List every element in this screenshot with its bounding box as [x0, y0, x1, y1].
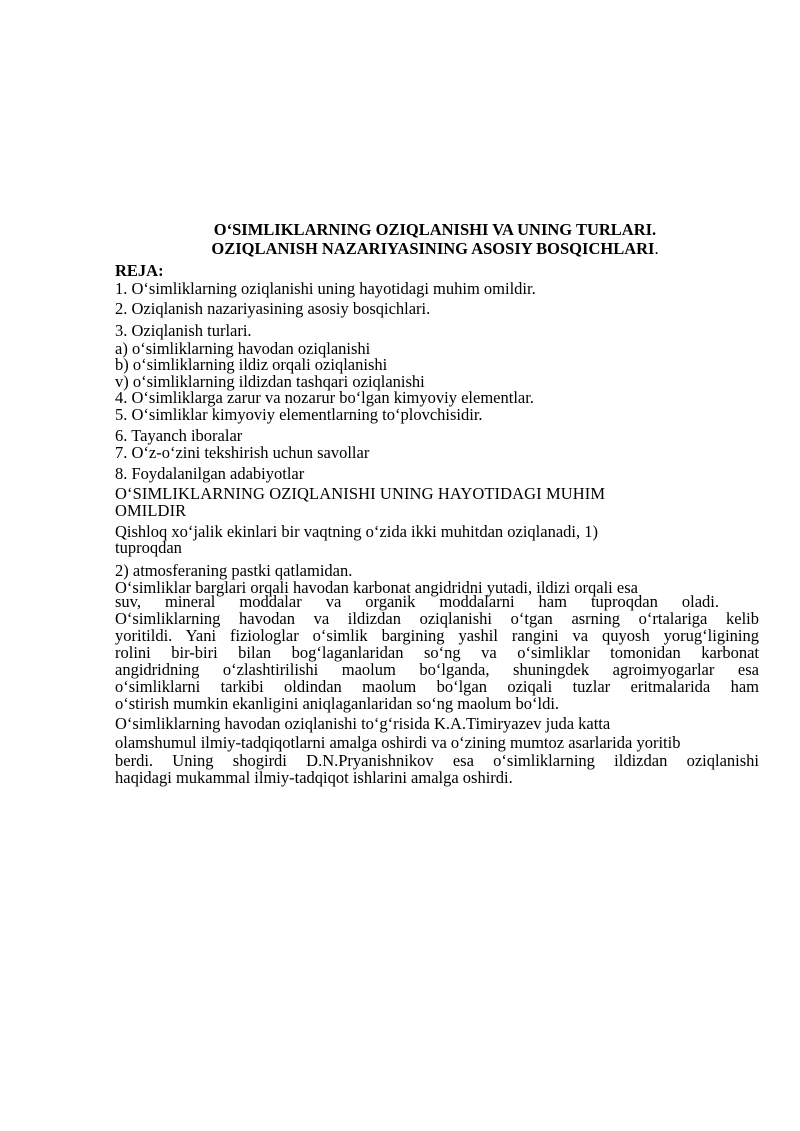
plan-subitem: b) o‘simliklarning ildiz orqali oziqlanishi [115, 355, 388, 374]
body-line: tuproqdan [115, 538, 182, 557]
body-line: rolini bir-biri bilan bog‘laganlaridan so‘ng va o‘simliklar tomonidan karbonat [115, 643, 759, 662]
plan-heading: REJA: [115, 261, 164, 280]
body-line: o‘stirish mumkin ekanligini aniqlaganlaridan so‘ng maolum bo‘ldi. [115, 694, 560, 713]
body-line: angidridning o‘zlashtirilishi maolum bo‘lganda, shuningdek agroimyogarlar esa [115, 660, 759, 679]
body-line: 2) atmosferaning pastki qatlamidan. [115, 561, 353, 580]
body-line: yoritildi. Yani fiziologlar o‘simlik bargining yashil rangini va quyosh yorug‘ligining [115, 626, 759, 645]
section-heading-line-1: O‘SIMLIKLARNING OZIQLANISHI UNING HAYOTIDAGI MUHIM [115, 484, 606, 503]
plan-subitem: a) o‘simliklarning havodan oziqlanishi [115, 339, 371, 358]
plan-item: 2. Oziqlanish nazariyasining asosiy bosqichlari. [115, 299, 431, 318]
plan-item: 8. Foydalanilgan adabiyotlar [115, 464, 305, 483]
section-heading-line-2: OMILDIR [115, 501, 187, 520]
plan-item: 1. O‘simliklarning oziqlanishi uning hayotidagi muhim omildir. [115, 279, 536, 298]
document-title-period: . [654, 239, 659, 258]
document-title-text: OZIQLANISH NAZARIYASINING ASOSIY BOSQICHLARI [211, 239, 655, 258]
plan-item: 7. O‘z-o‘zini tekshirish uchun savollar [115, 443, 370, 462]
plan-item: 5. O‘simliklar kimyoviy elementlarning to‘plovchisidir. [115, 405, 483, 424]
plan-subitem: v) o‘simliklarning ildizdan tashqari oziqlanishi [115, 372, 425, 391]
body-line: haqidagi mukammal ilmiy-tadqiqot ishlarini amalga oshirdi. [115, 768, 513, 787]
document-title-line-2 [115, 240, 755, 257]
body-line: suv, mineral moddalar va organik moddalarni ham tuproqdan oladi. [115, 592, 719, 611]
body-line: Qishloq xo‘jalik ekinlari bir vaqtning o‘zida ikki muhitdan oziqlanadi, 1) [115, 522, 598, 541]
body-line: o‘simliklarni tarkibi oldindan maolum bo‘lgan oziqali tuzlar eritmalarida ham [115, 677, 759, 696]
body-line: O‘simliklarning havodan va ildizdan oziqlanishi o‘tgan asrning o‘rtalariga kelib [115, 609, 759, 628]
body-line: O‘simliklar barglari orqali havodan karbonat angidridni yutadi, ildizi orqali esa [115, 578, 638, 597]
document-title-line-1: O‘SIMLIKLARNING OZIQLANISHI VA UNING TURLARI. [213, 220, 657, 239]
body-line: olamshumul ilmiy-tadqiqotlarni amalga oshirdi va o‘zining mumtoz asarlarida yoritib [115, 733, 681, 752]
plan-item: 3. Oziqlanish turlari. [115, 321, 252, 340]
body-line: berdi. Uning shogirdi D.N.Pryanishnikov esa o‘simliklarning ildizdan oziqlanishi [115, 751, 759, 770]
body-line: O‘simliklarning havodan oziqlanishi to‘g‘risida K.A.Timiryazev juda katta [115, 714, 611, 733]
plan-item: 4. O‘simliklarga zarur va nozarur bo‘lgan kimyoviy elementlar. [115, 388, 534, 407]
plan-item: 6. Tayanch iboralar [115, 426, 243, 445]
